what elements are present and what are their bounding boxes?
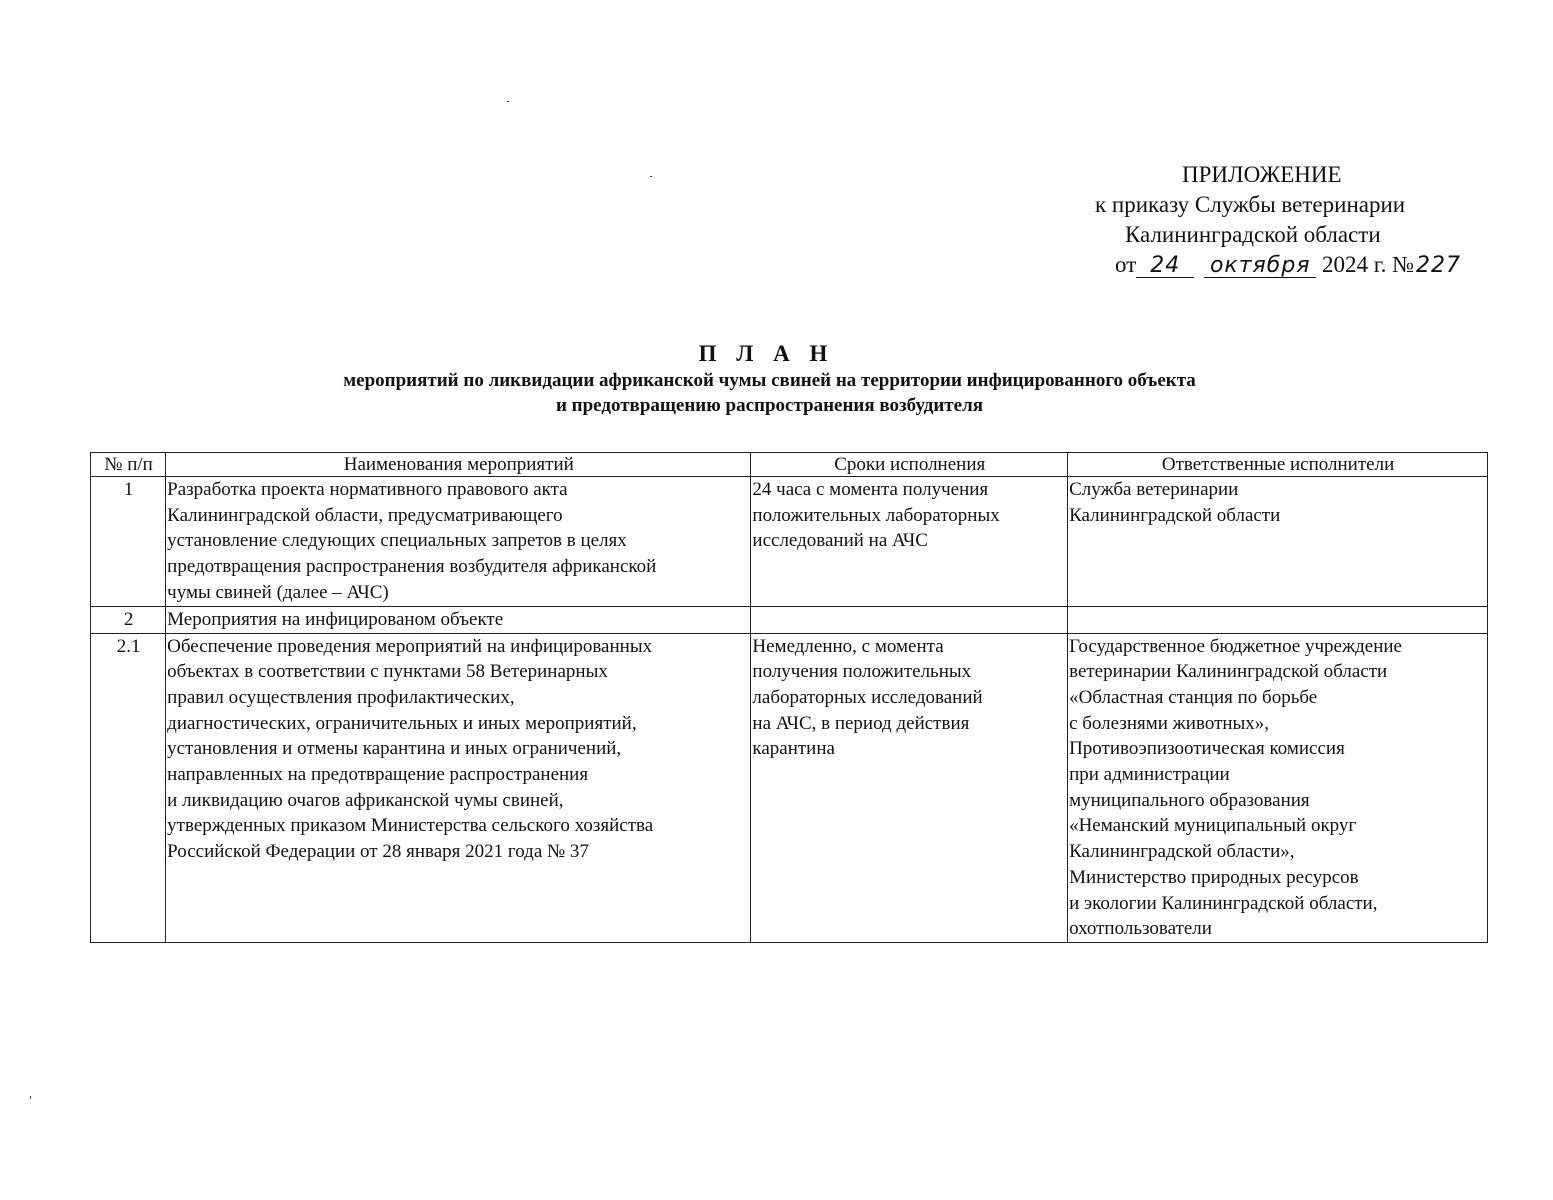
row-measure-line: предотвращения распространения возбудителя африканской [167, 556, 657, 578]
row-term-line: 24 часа с момента получения [752, 479, 989, 500]
appendix-region: Калининградской области [1125, 222, 1381, 247]
row-measure-line: объектах в соответствии с пунктами 58 Ветеринарных [167, 661, 608, 683]
row-measure-line: Обеспечение проведения мероприятий на инфицированных [167, 635, 653, 657]
table-row [91, 633, 1488, 942]
row-responsible-line: Министерство природных ресурсов [1069, 866, 1359, 888]
row-measure [166, 633, 751, 942]
row-responsible-line: с болезнями животных», [1069, 712, 1270, 734]
row-term [751, 633, 1068, 942]
appendix-date-line [1000, 250, 1540, 280]
row-responsible-line: «Областная станция по борьбе [1069, 686, 1318, 708]
row-responsible [1068, 477, 1488, 607]
row-responsible [1068, 633, 1488, 942]
row-measure-line: направленных на предотвращение распространения [167, 764, 589, 786]
plan-title: П Л А Н [698, 341, 835, 366]
measures-table [90, 452, 1488, 943]
header-responsible: Ответственные исполнители [1068, 453, 1488, 477]
row-responsible-line: Государственное бюджетное учреждение [1069, 635, 1402, 657]
row-term [751, 606, 1068, 633]
row-term-line: положительных лабораторных [752, 504, 1000, 526]
row-measure-line: и ликвидацию очагов африканской чумы свиней, [167, 789, 564, 811]
row-responsible [1068, 606, 1488, 633]
row-measure-line: Мероприятия на инфицированом объекте [167, 608, 504, 630]
row-responsible-line: Противоэпизоотическая комиссия [1069, 738, 1345, 760]
row-measure-line: Разработка проекта нормативного правового акта [167, 479, 568, 500]
row-responsible-line: при администрации [1069, 764, 1230, 786]
appendix-block [1000, 160, 1540, 280]
row-responsible-line: Калининградской области», [1069, 841, 1295, 863]
scan-speck [650, 176, 652, 177]
header-num: № п/п [91, 453, 166, 477]
row-responsible-line: и экологии Калининградской области, [1069, 892, 1378, 914]
document-heading [0, 340, 1553, 418]
row-measure-line: диагностических, ограничительных и иных мероприятий, [167, 712, 637, 734]
header-name: Наименования мероприятий [166, 453, 751, 477]
row-term-line: Немедленно, с момента [752, 635, 944, 657]
row-measure-line: правил осуществления профилактических, [167, 686, 515, 708]
row-measure [166, 606, 751, 633]
row-measure-line: Калининградской области, предусматривающего [167, 504, 563, 526]
row-number: 1 [91, 477, 166, 607]
row-responsible-line: «Неманский муниципальный округ [1069, 815, 1357, 837]
table-header-row [91, 453, 1488, 477]
row-measure-line: утвержденных приказом Министерства сельского хозяйства [167, 815, 654, 837]
row-responsible-line: Служба ветеринарии [1069, 479, 1239, 500]
row-measure-line: чумы свиней (далее – АЧС) [167, 581, 389, 603]
scan-speck [30, 1096, 31, 1099]
appendix-title: ПРИЛОЖЕНИЕ [1182, 162, 1342, 187]
row-term-line: на АЧС, в период действия [752, 712, 970, 734]
row-term-line: получения положительных [752, 661, 972, 683]
row-measure-line: Российской Федерации от 28 января 2021 года № 37 [167, 841, 589, 863]
row-measure [166, 477, 751, 607]
row-measure-line: установления и отмены карантина и иных ограничений, [167, 738, 622, 760]
row-measure-line: установление следующих специальных запретов в целях [167, 530, 627, 552]
date-prefix: от [1115, 252, 1137, 277]
row-term-line: исследований на АЧС [752, 530, 928, 552]
scan-speck [507, 101, 509, 102]
handwritten-order-number: 227 [1416, 253, 1462, 278]
row-responsible-line: ветеринарии Калининградской области [1069, 661, 1388, 683]
plan-subtitle-1: мероприятий по ликвидации африканской чумы свиней на территории инфицированного объекта [343, 370, 1196, 391]
row-term-line: лабораторных исследований [752, 686, 983, 708]
table-row [91, 606, 1488, 633]
handwritten-day: 24 [1136, 255, 1194, 278]
table-row [91, 477, 1488, 607]
row-number: 2.1 [91, 633, 166, 942]
header-term: Сроки исполнения [751, 453, 1068, 477]
handwritten-month: октября [1204, 255, 1316, 278]
plan-subtitle-2: и предотвращению распространения возбудителя [555, 395, 984, 416]
date-year: 2024 г. № [1322, 252, 1415, 277]
appendix-order-ref: к приказу Службы ветеринарии [1095, 192, 1406, 217]
row-term [751, 477, 1068, 607]
row-responsible-line: охотпользователи [1069, 918, 1212, 940]
row-term-line: карантина [752, 738, 835, 760]
row-responsible-line: Калининградской области [1069, 504, 1281, 526]
row-number: 2 [91, 606, 166, 633]
row-responsible-line: муниципального образования [1069, 789, 1310, 811]
